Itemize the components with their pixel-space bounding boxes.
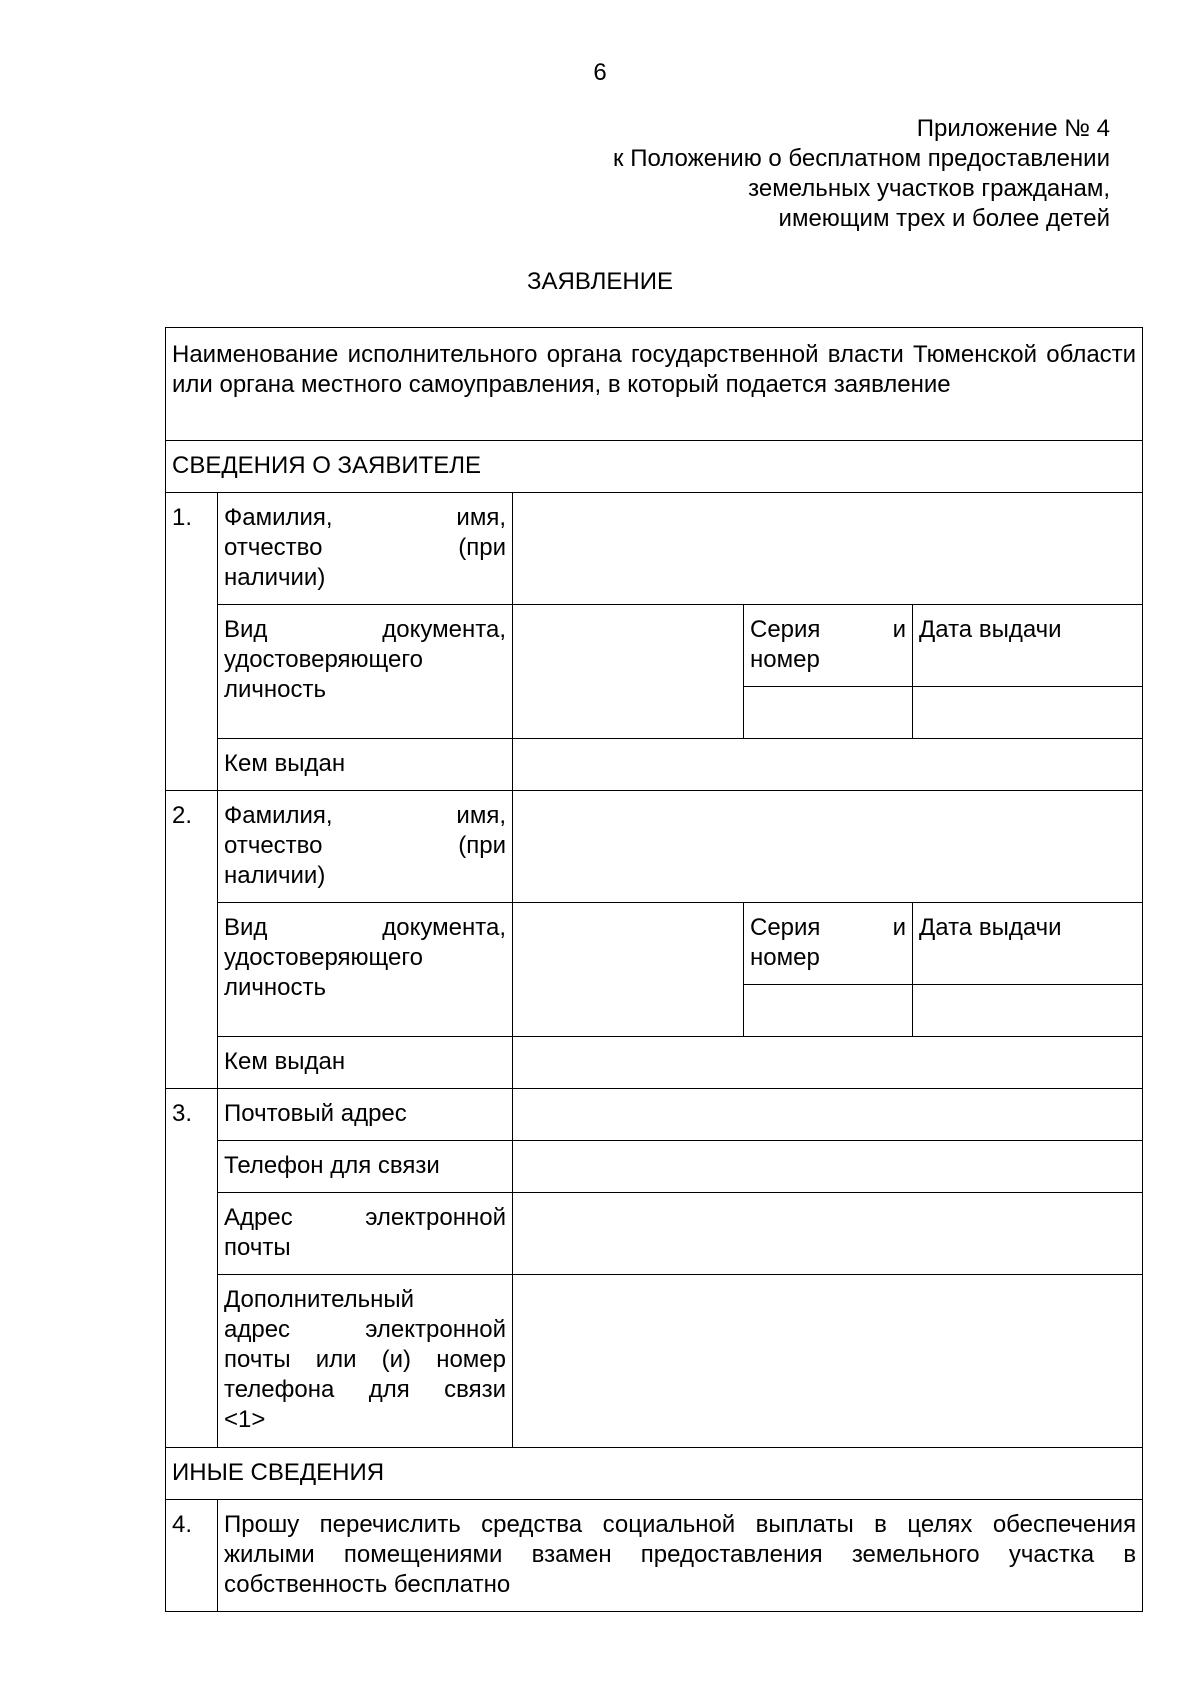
applicant1-series-label <box>744 605 913 687</box>
label-line: номер <box>750 944 820 971</box>
payment-request-text: Прошу перечислить средства социальной выплаты в целях обеспечения жилыми помещениями взамен предоставления земельного участка в собственность бесплатно <box>218 1500 1143 1612</box>
postal-field[interactable] <box>513 1089 1143 1141</box>
label-line: телефона для связи <box>224 1376 506 1403</box>
appendix-line: земельных участков гражданам, <box>748 175 1110 202</box>
row-number: 2. <box>166 791 218 1089</box>
label-line: личность <box>224 676 327 703</box>
label-line: личность <box>224 974 327 1001</box>
applicant2-doc-label <box>218 903 513 1037</box>
email-row <box>166 1193 1143 1275</box>
extra-contact-field[interactable] <box>513 1275 1143 1448</box>
extra-contact-label <box>218 1275 513 1448</box>
applicant2-issuer-label: Кем выдан <box>218 1037 513 1089</box>
phone-row <box>166 1141 1143 1193</box>
applicant1-fio-field[interactable] <box>513 493 1143 605</box>
applicant2-issuer-row <box>166 1037 1143 1089</box>
label-line: Вид документа, <box>224 914 506 941</box>
document-title: ЗАЯВЛЕНИЕ <box>527 268 673 295</box>
label-line: Фамилия, имя, <box>224 504 506 531</box>
applicant2-fio-row <box>166 791 1143 903</box>
applicant2-issuer-field[interactable] <box>513 1037 1143 1089</box>
applicant1-issuer-field[interactable] <box>513 739 1143 791</box>
row-number: 1. <box>166 493 218 791</box>
applicant1-issuer-row <box>166 739 1143 791</box>
section-other-row <box>166 1448 1143 1500</box>
email-field[interactable] <box>513 1193 1143 1275</box>
row-number: 3. <box>166 1089 218 1448</box>
authority-label: Наименование исполнительного органа государственной власти Тюменской области или органа местного самоуправления, в который подается заявление <box>166 328 1143 441</box>
extra-contact-row <box>166 1275 1143 1448</box>
applicant2-doc-field[interactable] <box>513 903 744 1037</box>
section-other-header: ИНЫЕ СВЕДЕНИЯ <box>166 1448 1143 1500</box>
label-line: Серия и <box>750 914 906 941</box>
authority-row <box>166 328 1143 441</box>
applicant1-date-field[interactable] <box>913 687 1143 739</box>
applicant1-fio-row <box>166 493 1143 605</box>
applicant1-doc-row <box>166 605 1143 687</box>
appendix-line: имеющим трех и более детей <box>778 205 1110 232</box>
applicant1-date-label: Дата выдачи <box>913 605 1143 687</box>
label-line: почты или (и) номер <box>224 1346 506 1373</box>
applicant2-fio-field[interactable] <box>513 791 1143 903</box>
label-line: Вид документа, <box>224 616 506 643</box>
label-line: Фамилия, имя, <box>224 802 506 829</box>
page-number: 6 <box>593 59 607 86</box>
label-line: наличии) <box>224 564 326 591</box>
appendix-line: Приложение № 4 <box>916 115 1110 142</box>
label-line: удостоверяющего <box>224 944 423 971</box>
postal-label: Почтовый адрес <box>218 1089 513 1141</box>
label-line: Дополнительный <box>224 1286 415 1313</box>
label-line: <1> <box>224 1406 266 1433</box>
applicant1-fio-label <box>218 493 513 605</box>
label-line: наличии) <box>224 862 326 889</box>
label-line: отчество (при <box>224 534 506 561</box>
appendix-heading <box>490 114 1110 234</box>
label-line: почты <box>224 1234 291 1261</box>
section-applicant-header: СВЕДЕНИЯ О ЗАЯВИТЕЛЕ <box>166 441 1143 493</box>
applicant2-series-field[interactable] <box>744 985 913 1037</box>
label-line: отчество (при <box>224 832 506 859</box>
applicant2-series-label <box>744 903 913 985</box>
applicant1-issuer-label: Кем выдан <box>218 739 513 791</box>
email-label <box>218 1193 513 1275</box>
application-form <box>165 327 1143 1612</box>
appendix-line: к Положению о бесплатном предоставлении <box>613 145 1110 172</box>
applicant2-fio-label <box>218 791 513 903</box>
applicant1-series-field[interactable] <box>744 687 913 739</box>
label-line: адрес электронной <box>224 1316 506 1343</box>
payment-request-row <box>166 1500 1143 1612</box>
applicant2-doc-row <box>166 903 1143 985</box>
applicant2-date-field[interactable] <box>913 985 1143 1037</box>
label-line: Адрес электронной <box>224 1204 506 1231</box>
applicant2-date-label: Дата выдачи <box>913 903 1143 985</box>
label-line: номер <box>750 646 820 673</box>
applicant1-doc-label <box>218 605 513 739</box>
applicant1-doc-field[interactable] <box>513 605 744 739</box>
row-number: 4. <box>166 1500 218 1612</box>
postal-row <box>166 1089 1143 1141</box>
label-line: Серия и <box>750 616 906 643</box>
section-header-row <box>166 441 1143 493</box>
phone-field[interactable] <box>513 1141 1143 1193</box>
label-line: удостоверяющего <box>224 646 423 673</box>
phone-label: Телефон для связи <box>218 1141 513 1193</box>
